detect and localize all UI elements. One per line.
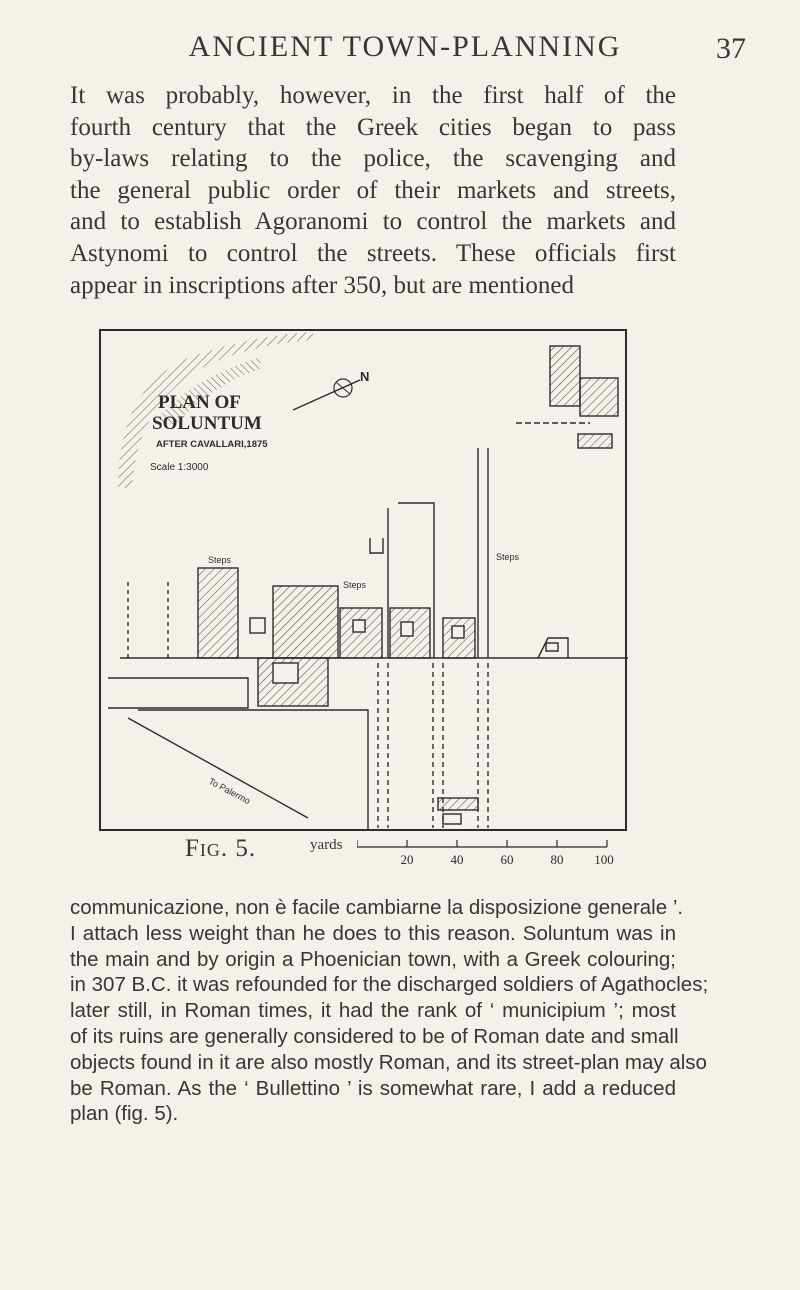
paragraph-bottom (70, 895, 709, 1127)
text-line: the main and by origin a Phoenician town, with a Greek colouring; (70, 947, 676, 971)
text-line: in 307 B.C. it was refounded for the discharged soldiers of Agathocles; (70, 973, 709, 997)
scale-unit-label: yards (310, 837, 343, 853)
text-line: of its ruins are generally considered to be of Roman date and small (70, 1024, 679, 1048)
text-line: be Roman. As the ‘ Bullettino ’ is somewhat rare, I add a reduced (70, 1076, 676, 1100)
running-head (60, 30, 750, 70)
text-line: and to establish Agoranomi to control the markets and (70, 208, 676, 236)
plan-title-line1: PLAN OF (158, 392, 241, 413)
scale-tick-label: 60 (500, 852, 514, 867)
figure-caption: Fig. 5. (185, 835, 257, 862)
text-line: Astynomi to control the streets. These officials first (70, 239, 676, 267)
steps-label: Steps (496, 552, 520, 562)
text-line: by-laws relating to the police, the scavenging and (70, 145, 676, 173)
text-line: It was probably, however, in the first half of the (70, 82, 676, 109)
paragraph-top (70, 80, 676, 301)
text-line: I attach less weight than he does to this reason. Soluntum was in (70, 921, 676, 945)
plan-subtitle: AFTER CAVALLARI,1875 (156, 439, 268, 450)
scale-tick-label: 20 (400, 852, 414, 867)
text-line: objects found in it are also mostly Roman, and its street-plan may also (70, 1050, 707, 1074)
text-line: appear in inscriptions after 350, but are mentioned (70, 271, 575, 299)
plan-scale-text: Scale 1:3000 (150, 462, 209, 473)
scale-tick-label: 100 (594, 852, 614, 867)
plan-of-soluntum-drawing (98, 328, 628, 833)
text-line: later still, in Roman times, it had the rank of ‘ municipium ’; most (70, 999, 676, 1023)
running-title: ANCIENT TOWN-PLANNING (188, 30, 622, 63)
steps-label: Steps (208, 555, 232, 565)
text-line: communicazione, non è facile cambiarne la disposizione generale ’. (70, 896, 684, 919)
scale-tick-label: 40 (450, 852, 464, 867)
page-number: 37 (716, 32, 746, 65)
scale-bar (357, 835, 617, 871)
top-right-buildings (516, 346, 618, 448)
road-label: To Palermo (207, 775, 252, 807)
plan-title-line2: SOLUNTUM (152, 413, 262, 434)
scale-tick-label: 80 (550, 852, 564, 867)
plan-figure (98, 328, 628, 833)
north-label: N (360, 369, 370, 384)
text-line: fourth century that the Greek cities began to pass (70, 113, 676, 141)
upper-street-grid (120, 448, 628, 658)
text-line: the general public order of their markets and streets, (70, 176, 676, 204)
steps-label: Steps (343, 580, 367, 590)
lower-street-grid (108, 658, 488, 830)
figure-caption-row (185, 835, 640, 871)
text-line: plan (fig. 5). (70, 1102, 179, 1126)
north-arrow-icon (293, 379, 360, 410)
